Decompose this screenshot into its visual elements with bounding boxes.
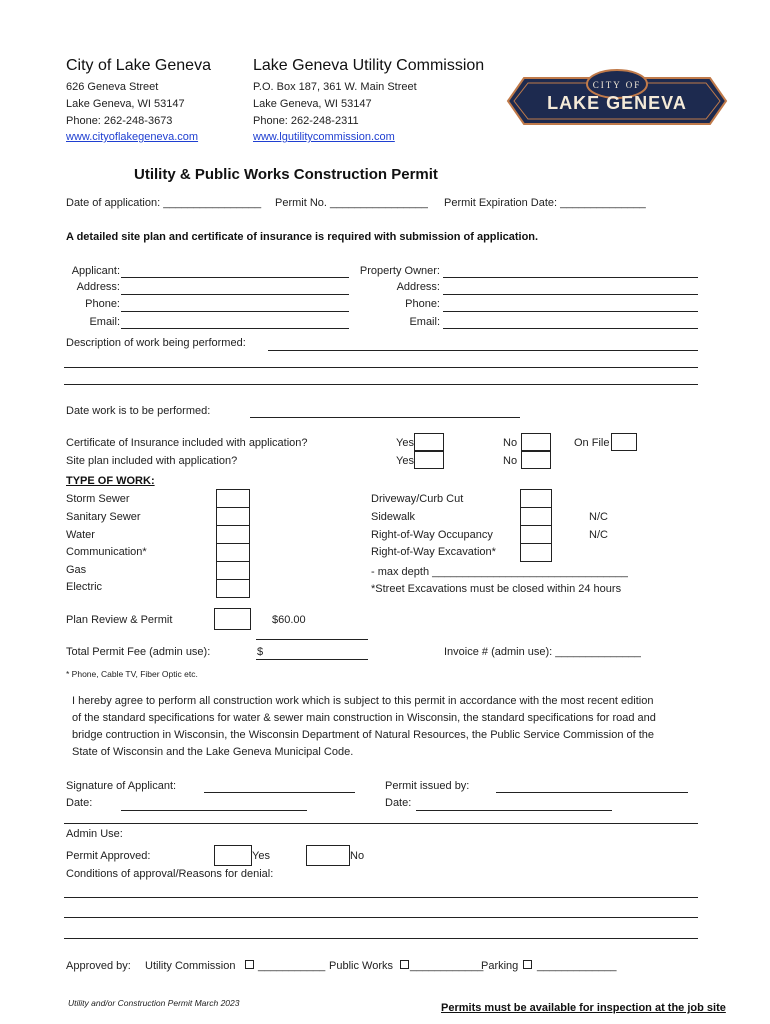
site-yes-checkbox[interactable] bbox=[414, 451, 444, 469]
on-file-label: On File bbox=[574, 437, 610, 449]
applicant-date-label: Date: bbox=[66, 797, 93, 809]
permit-number-field[interactable]: Permit No. ________________ bbox=[275, 197, 428, 209]
approved-no-checkbox[interactable] bbox=[306, 845, 350, 866]
type-of-work-header: TYPE OF WORK: bbox=[66, 475, 155, 487]
total-fee-input[interactable] bbox=[256, 659, 368, 660]
agreement-line: of the standard specifications for water & sewer main construction in Wisconsin, the standard specifications for road and bbox=[72, 712, 656, 724]
applicant-input[interactable] bbox=[121, 277, 349, 278]
admin-divider bbox=[64, 823, 698, 824]
owner-phone-input[interactable] bbox=[443, 311, 698, 312]
date-work-input[interactable] bbox=[250, 417, 520, 418]
approved-no-label: No bbox=[350, 850, 365, 862]
utility-commission-label: Utility Commission bbox=[145, 960, 236, 972]
agreement-line: bridge contruction in Wisconsin, the Wisconsin Department of Natural Resources, the Public Service Commission of the bbox=[72, 729, 655, 741]
admin-use-label: Admin Use: bbox=[66, 828, 123, 840]
work-type-sanitary-sewer: Sanitary Sewer bbox=[66, 511, 141, 523]
utility-commission-checkbox[interactable] bbox=[245, 960, 254, 969]
approved-yes-checkbox[interactable] bbox=[214, 845, 252, 866]
applicant-address-input[interactable] bbox=[121, 294, 349, 295]
owner-email-label: Email: bbox=[409, 316, 440, 328]
electric-checkbox[interactable] bbox=[216, 579, 250, 598]
row-excavation-checkbox[interactable] bbox=[520, 543, 552, 562]
sanitary-sewer-checkbox[interactable] bbox=[216, 507, 250, 526]
work-type-water: Water bbox=[66, 529, 95, 541]
row-occupancy-checkbox[interactable] bbox=[520, 525, 552, 544]
permit-issued-input[interactable] bbox=[496, 792, 688, 793]
coi-yes-label: Yes bbox=[396, 437, 414, 449]
owner-email-input[interactable] bbox=[443, 328, 698, 329]
utility-commission-input[interactable]: ___________ bbox=[258, 960, 326, 972]
conditions-input-line[interactable] bbox=[64, 897, 698, 898]
submission-notice: A detailed site plan and certificate of insurance is required with submission of application. bbox=[66, 231, 539, 243]
description-input-line[interactable] bbox=[268, 350, 698, 351]
parking-checkbox[interactable] bbox=[523, 960, 532, 969]
footer-notice: Permits must be available for inspection at the job site bbox=[441, 1002, 726, 1014]
plan-review-checkbox[interactable] bbox=[214, 608, 251, 630]
public-works-input[interactable]: ____________ bbox=[410, 960, 484, 972]
date-of-application-field[interactable]: Date of application: ________________ bbox=[66, 197, 262, 209]
form-title: Utility & Public Works Construction Permit bbox=[134, 166, 438, 183]
coi-question: Certificate of Insurance included with application? bbox=[66, 437, 308, 449]
work-type-sidewalk: Sidewalk bbox=[371, 511, 416, 523]
footer-revision: Utility and/or Construction Permit March 2023 bbox=[68, 998, 240, 1008]
driveway-checkbox[interactable] bbox=[520, 489, 552, 508]
water-checkbox[interactable] bbox=[216, 525, 250, 544]
applicant-label: Applicant: bbox=[71, 265, 120, 277]
total-fee-label: Total Permit Fee (admin use): bbox=[66, 646, 211, 658]
work-type-electric: Electric bbox=[66, 581, 103, 593]
permit-approved-label: Permit Approved: bbox=[66, 850, 151, 862]
on-file-checkbox[interactable] bbox=[611, 433, 637, 451]
work-type-row-excavation: Right-of-Way Excavation* bbox=[371, 546, 496, 558]
logo-top-text: CITY OF bbox=[592, 80, 642, 90]
site-plan-question: Site plan included with application? bbox=[66, 455, 238, 467]
storm-sewer-checkbox[interactable] bbox=[216, 489, 250, 508]
issued-date-label: Date: bbox=[385, 797, 412, 809]
sidewalk-nc-label: N/C bbox=[589, 511, 608, 523]
invoice-field[interactable]: Invoice # (admin use): ______________ bbox=[444, 646, 641, 658]
site-no-label: No bbox=[503, 455, 518, 467]
date-work-label: Date work is to be performed: bbox=[66, 405, 211, 417]
conditions-input-line[interactable] bbox=[64, 917, 698, 918]
city-phone: Phone: 262-248-3673 bbox=[66, 115, 173, 127]
footnote: * Phone, Cable TV, Fiber Optic etc. bbox=[66, 669, 198, 679]
agreement-line: State of Wisconsin and the Lake Geneva Municipal Code. bbox=[72, 746, 354, 758]
city-name: City of Lake Geneva bbox=[66, 57, 211, 74]
gas-checkbox[interactable] bbox=[216, 561, 250, 580]
fee-rule bbox=[256, 639, 368, 640]
applicant-signature-input[interactable] bbox=[204, 792, 355, 793]
commission-citystate: Lake Geneva, WI 53147 bbox=[253, 98, 372, 110]
permit-issued-label: Permit issued by: bbox=[385, 780, 470, 792]
excavation-note: *Street Excavations must be closed within 24 hours bbox=[371, 583, 622, 595]
coi-no-checkbox[interactable] bbox=[521, 433, 551, 451]
work-type-storm-sewer: Storm Sewer bbox=[66, 493, 130, 505]
parking-label: Parking bbox=[481, 960, 519, 972]
applicant-signature-label: Signature of Applicant: bbox=[66, 780, 177, 792]
city-website-link[interactable]: www.cityoflakegeneva.com bbox=[66, 131, 199, 143]
parking-input[interactable]: _____________ bbox=[537, 960, 617, 972]
lake-geneva-logo bbox=[502, 68, 732, 134]
conditions-input-line[interactable] bbox=[64, 938, 698, 939]
permit-expiration-field[interactable]: Permit Expiration Date: ______________ bbox=[444, 197, 646, 209]
total-fee-dollar: $ bbox=[257, 646, 264, 658]
applicant-email-input[interactable] bbox=[121, 328, 349, 329]
commission-name: Lake Geneva Utility Commission bbox=[253, 57, 485, 74]
public-works-checkbox[interactable] bbox=[400, 960, 409, 969]
approved-yes-label: Yes bbox=[252, 850, 270, 862]
applicant-email-label: Email: bbox=[89, 316, 120, 328]
applicant-phone-input[interactable] bbox=[121, 311, 349, 312]
applicant-address-label: Address: bbox=[76, 281, 120, 293]
conditions-label: Conditions of approval/Reasons for denial: bbox=[66, 868, 274, 880]
approved-by-label: Approved by: bbox=[66, 960, 131, 972]
row-occupancy-nc-label: N/C bbox=[589, 529, 608, 541]
site-no-checkbox[interactable] bbox=[521, 451, 551, 469]
sidewalk-checkbox[interactable] bbox=[520, 507, 552, 526]
plan-review-label: Plan Review & Permit bbox=[66, 614, 173, 626]
description-input-line[interactable] bbox=[64, 367, 698, 368]
owner-address-input[interactable] bbox=[443, 294, 698, 295]
description-input-line[interactable] bbox=[64, 384, 698, 385]
work-type-communication: Communication* bbox=[66, 546, 147, 558]
owner-label: Property Owner: bbox=[359, 265, 440, 277]
public-works-label: Public Works bbox=[329, 960, 393, 972]
logo-main-text: LAKE GENEVA bbox=[547, 93, 687, 113]
applicant-phone-label: Phone: bbox=[85, 298, 120, 310]
owner-phone-label: Phone: bbox=[405, 298, 440, 310]
plan-review-fee: $60.00 bbox=[272, 614, 306, 626]
work-type-driveway: Driveway/Curb Cut bbox=[371, 493, 464, 505]
work-type-row-occupancy: Right-of-Way Occupancy bbox=[371, 529, 493, 541]
issued-date-input[interactable] bbox=[416, 810, 612, 811]
site-yes-label: Yes bbox=[396, 455, 414, 467]
coi-yes-checkbox[interactable] bbox=[414, 433, 444, 451]
city-street: 626 Geneva Street bbox=[66, 81, 159, 93]
commission-website-link[interactable]: www.lgutilitycommission.com bbox=[253, 131, 395, 143]
max-depth-field[interactable]: - max depth ________________________________ bbox=[371, 566, 628, 578]
city-citystate: Lake Geneva, WI 53147 bbox=[66, 98, 185, 110]
commission-phone: Phone: 262-248-2311 bbox=[253, 115, 359, 127]
applicant-date-input[interactable] bbox=[121, 810, 307, 811]
owner-address-label: Address: bbox=[396, 281, 440, 293]
owner-input[interactable] bbox=[443, 277, 698, 278]
communication-checkbox[interactable] bbox=[216, 543, 250, 562]
work-type-gas: Gas bbox=[66, 564, 87, 576]
agreement-line: I hereby agree to perform all construction work which is subject to this permit in accordance with the most recent edition bbox=[72, 695, 654, 707]
commission-street: P.O. Box 187, 361 W. Main Street bbox=[253, 81, 417, 93]
coi-no-label: No bbox=[503, 437, 518, 449]
description-label: Description of work being performed: bbox=[66, 337, 246, 349]
